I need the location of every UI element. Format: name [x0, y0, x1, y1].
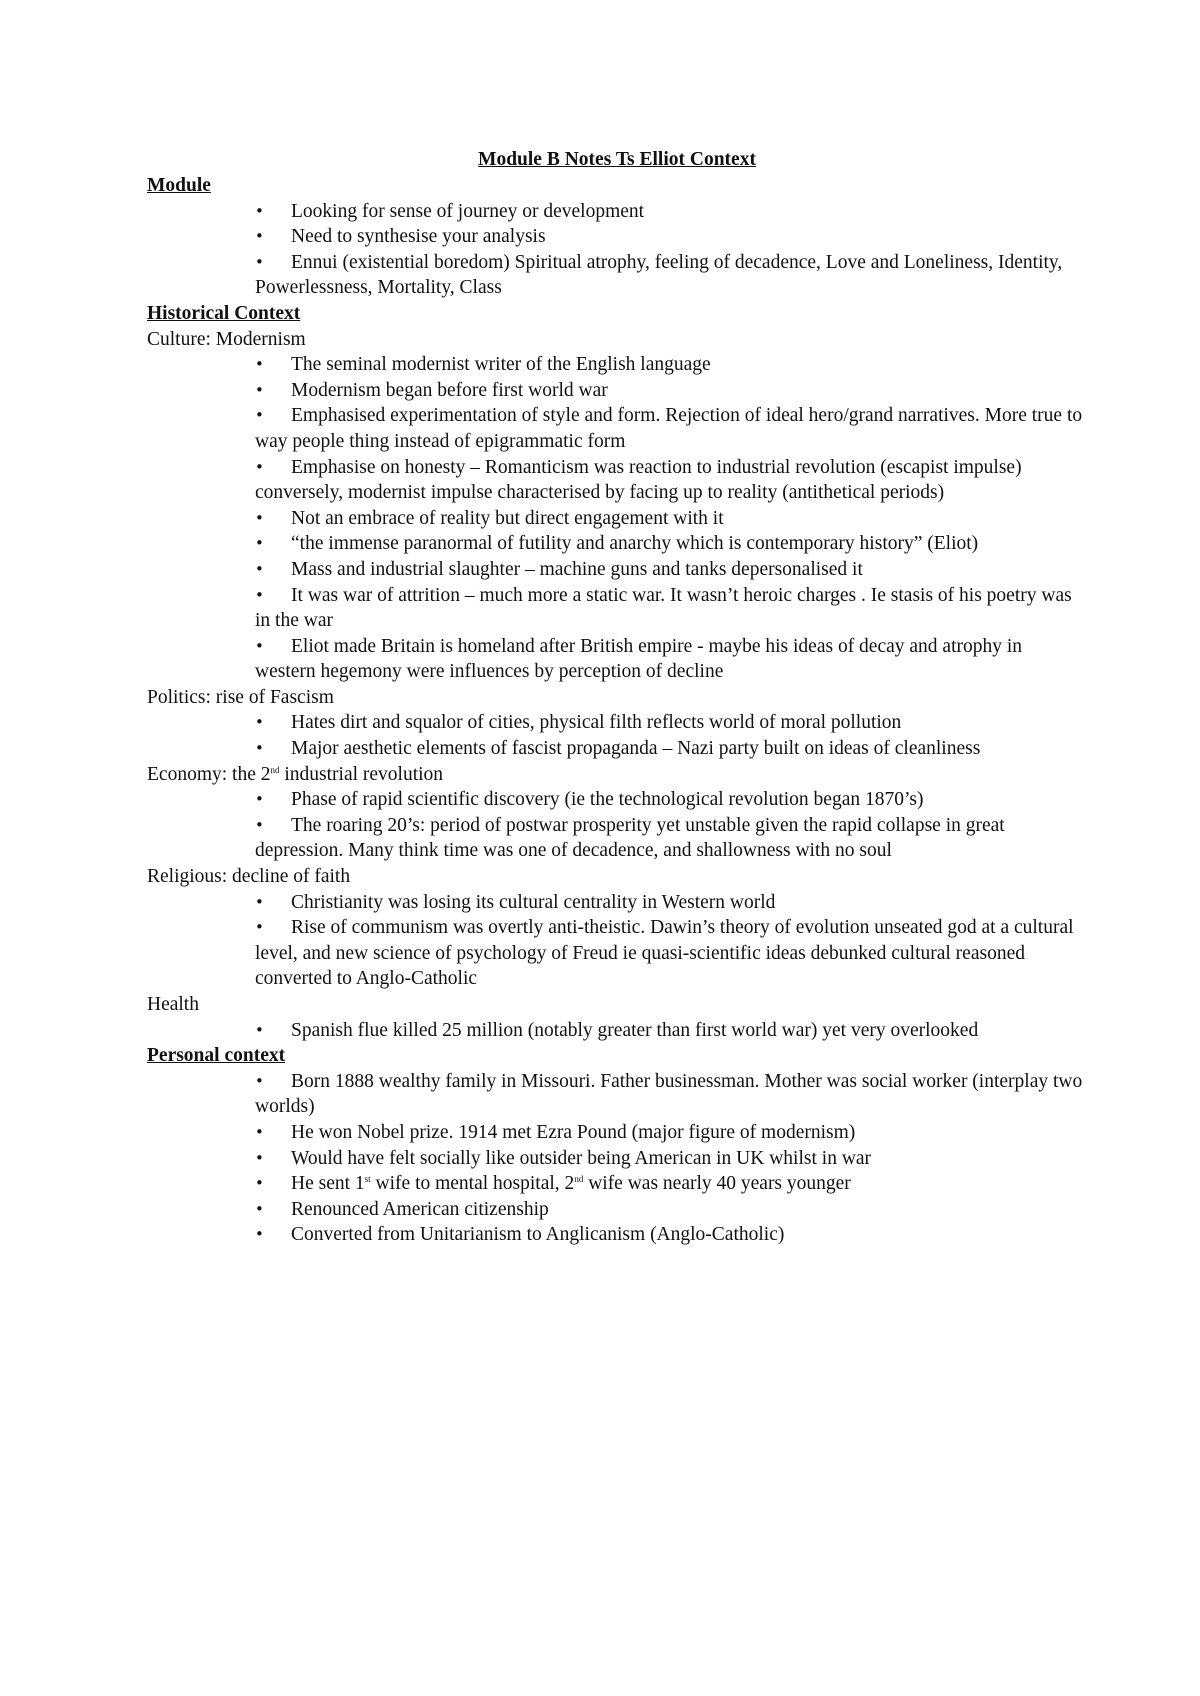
- document-title: Module B Notes Ts Elliot Context: [478, 149, 756, 170]
- politics-list: [147, 710, 1087, 761]
- personal-context-heading: Personal context: [147, 1045, 286, 1067]
- bullet-icon: •: [255, 457, 264, 476]
- bullet-icon: •: [255, 406, 264, 425]
- list-item: • Born 1888 wealthy family in Missouri. Father businessman. Mother was social worker (interplay two worlds): [255, 1070, 1083, 1118]
- document-page: [147, 147, 1087, 1248]
- bullet-icon: •: [255, 559, 264, 578]
- list-item: • Rise of communism was overtly anti-theistic. Dawin’s theory of evolution unseated god at a cultural level, and new science of psychology of Freud ie quasi-scientific ideas debunked cultural reasoned converted to Anglo-Catholic: [255, 917, 1074, 990]
- bullet-icon: •: [255, 227, 264, 246]
- list-item: • Eliot made Britain is homeland after British empire - maybe his ideas of decay and atrophy in western hegemony were influences by perception of decline: [255, 635, 1023, 683]
- politics-label: Politics: rise of Fascism: [147, 686, 334, 708]
- culture-label: Culture: Modernism: [147, 328, 306, 350]
- bullet-icon: •: [255, 380, 264, 399]
- historical-context-heading: Historical Context: [147, 302, 301, 324]
- list-item: • He won Nobel prize. 1914 met Ezra Pound (major figure of modernism): [255, 1120, 1087, 1146]
- list-item: • Ennui (existential boredom) Spiritual atrophy, feeling of decadence, Love and Loneliness, Identity, Powerlessness, Mortality, Class: [255, 251, 1063, 299]
- bullet-icon: •: [255, 1174, 264, 1193]
- bullet-icon: •: [255, 739, 264, 758]
- list-item: • He sent 1st wife to mental hospital, 2nd wife was nearly 40 years younger: [255, 1171, 1087, 1197]
- bullet-icon: •: [255, 713, 264, 732]
- bullet-icon: •: [255, 636, 264, 655]
- module-list: [147, 199, 1087, 301]
- list-item: • Looking for sense of journey or development: [255, 199, 1087, 225]
- bullet-icon: •: [255, 790, 264, 809]
- culture-list: [147, 352, 1087, 685]
- bullet-icon: •: [255, 1199, 264, 1218]
- list-item: • It was war of attrition – much more a static war. It wasn’t heroic charges . Ie stasis of his poetry was in the war: [255, 584, 1072, 632]
- bullet-icon: •: [255, 534, 264, 553]
- list-item: • Spanish flue killed 25 million (notably greater than first world war) yet very overlooked: [255, 1018, 1087, 1044]
- list-item: • Christianity was losing its cultural centrality in Western world: [255, 890, 1087, 916]
- economy-label: Economy: the 2nd industrial revolution: [147, 763, 444, 785]
- economy-list: [147, 787, 1087, 864]
- bullet-icon: •: [255, 585, 264, 604]
- list-item: • Phase of rapid scientific discovery (ie the technological revolution began 1870’s): [255, 787, 1087, 813]
- religious-label: Religious: decline of faith: [147, 866, 351, 888]
- list-item: • Mass and industrial slaughter – machine guns and tanks depersonalised it: [255, 557, 1087, 583]
- list-item: • Emphasised experimentation of style and form. Rejection of ideal hero/grand narratives. More true to way people thing instead of epigrammatic form: [255, 405, 1083, 452]
- list-item: • The seminal modernist writer of the English language: [255, 352, 1087, 378]
- bullet-icon: •: [255, 815, 264, 834]
- list-item: • “the immense paranormal of futility and anarchy which is contemporary history” (Eliot): [255, 531, 1087, 557]
- list-item: • Not an embrace of reality but direct engagement with it: [255, 506, 1087, 532]
- list-item: • The roaring 20’s: period of postwar prosperity yet unstable given the rapid collapse in great depression. Many think time was one of decadence, and shallowness with no soul: [255, 814, 1005, 862]
- religious-list: [147, 890, 1087, 992]
- health-list: [147, 1018, 1087, 1044]
- bullet-icon: •: [255, 918, 264, 937]
- bullet-icon: •: [255, 1225, 264, 1244]
- bullet-icon: •: [255, 1071, 264, 1090]
- list-item: • Renounced American citizenship: [255, 1197, 1087, 1223]
- list-item: • Converted from Unitarianism to Anglicanism (Anglo-Catholic): [255, 1222, 1087, 1248]
- personal-list: [147, 1069, 1087, 1248]
- bullet-icon: •: [255, 508, 264, 527]
- bullet-icon: •: [255, 252, 264, 271]
- list-item: • Major aesthetic elements of fascist propaganda – Nazi party built on ideas of cleanliness: [255, 736, 1087, 762]
- bullet-icon: •: [255, 1122, 264, 1141]
- list-item: • Modernism began before first world war: [255, 378, 1087, 404]
- bullet-icon: •: [255, 892, 264, 911]
- bullet-icon: •: [255, 201, 264, 220]
- bullet-icon: •: [255, 355, 264, 374]
- list-item: • Would have felt socially like outsider being American in UK whilst in war: [255, 1146, 1087, 1172]
- list-item: • Emphasise on honesty – Romanticism was reaction to industrial revolution (escapist impulse) conversely, modernist impulse characterised by facing up to reality (antithetical periods): [255, 456, 1022, 504]
- module-heading: Module: [147, 175, 211, 196]
- health-label: Health: [147, 994, 199, 1015]
- bullet-icon: •: [255, 1020, 264, 1039]
- list-item: • Need to synthesise your analysis: [255, 224, 1087, 250]
- list-item: • Hates dirt and squalor of cities, physical filth reflects world of moral pollution: [255, 710, 1087, 736]
- bullet-icon: •: [255, 1148, 264, 1167]
